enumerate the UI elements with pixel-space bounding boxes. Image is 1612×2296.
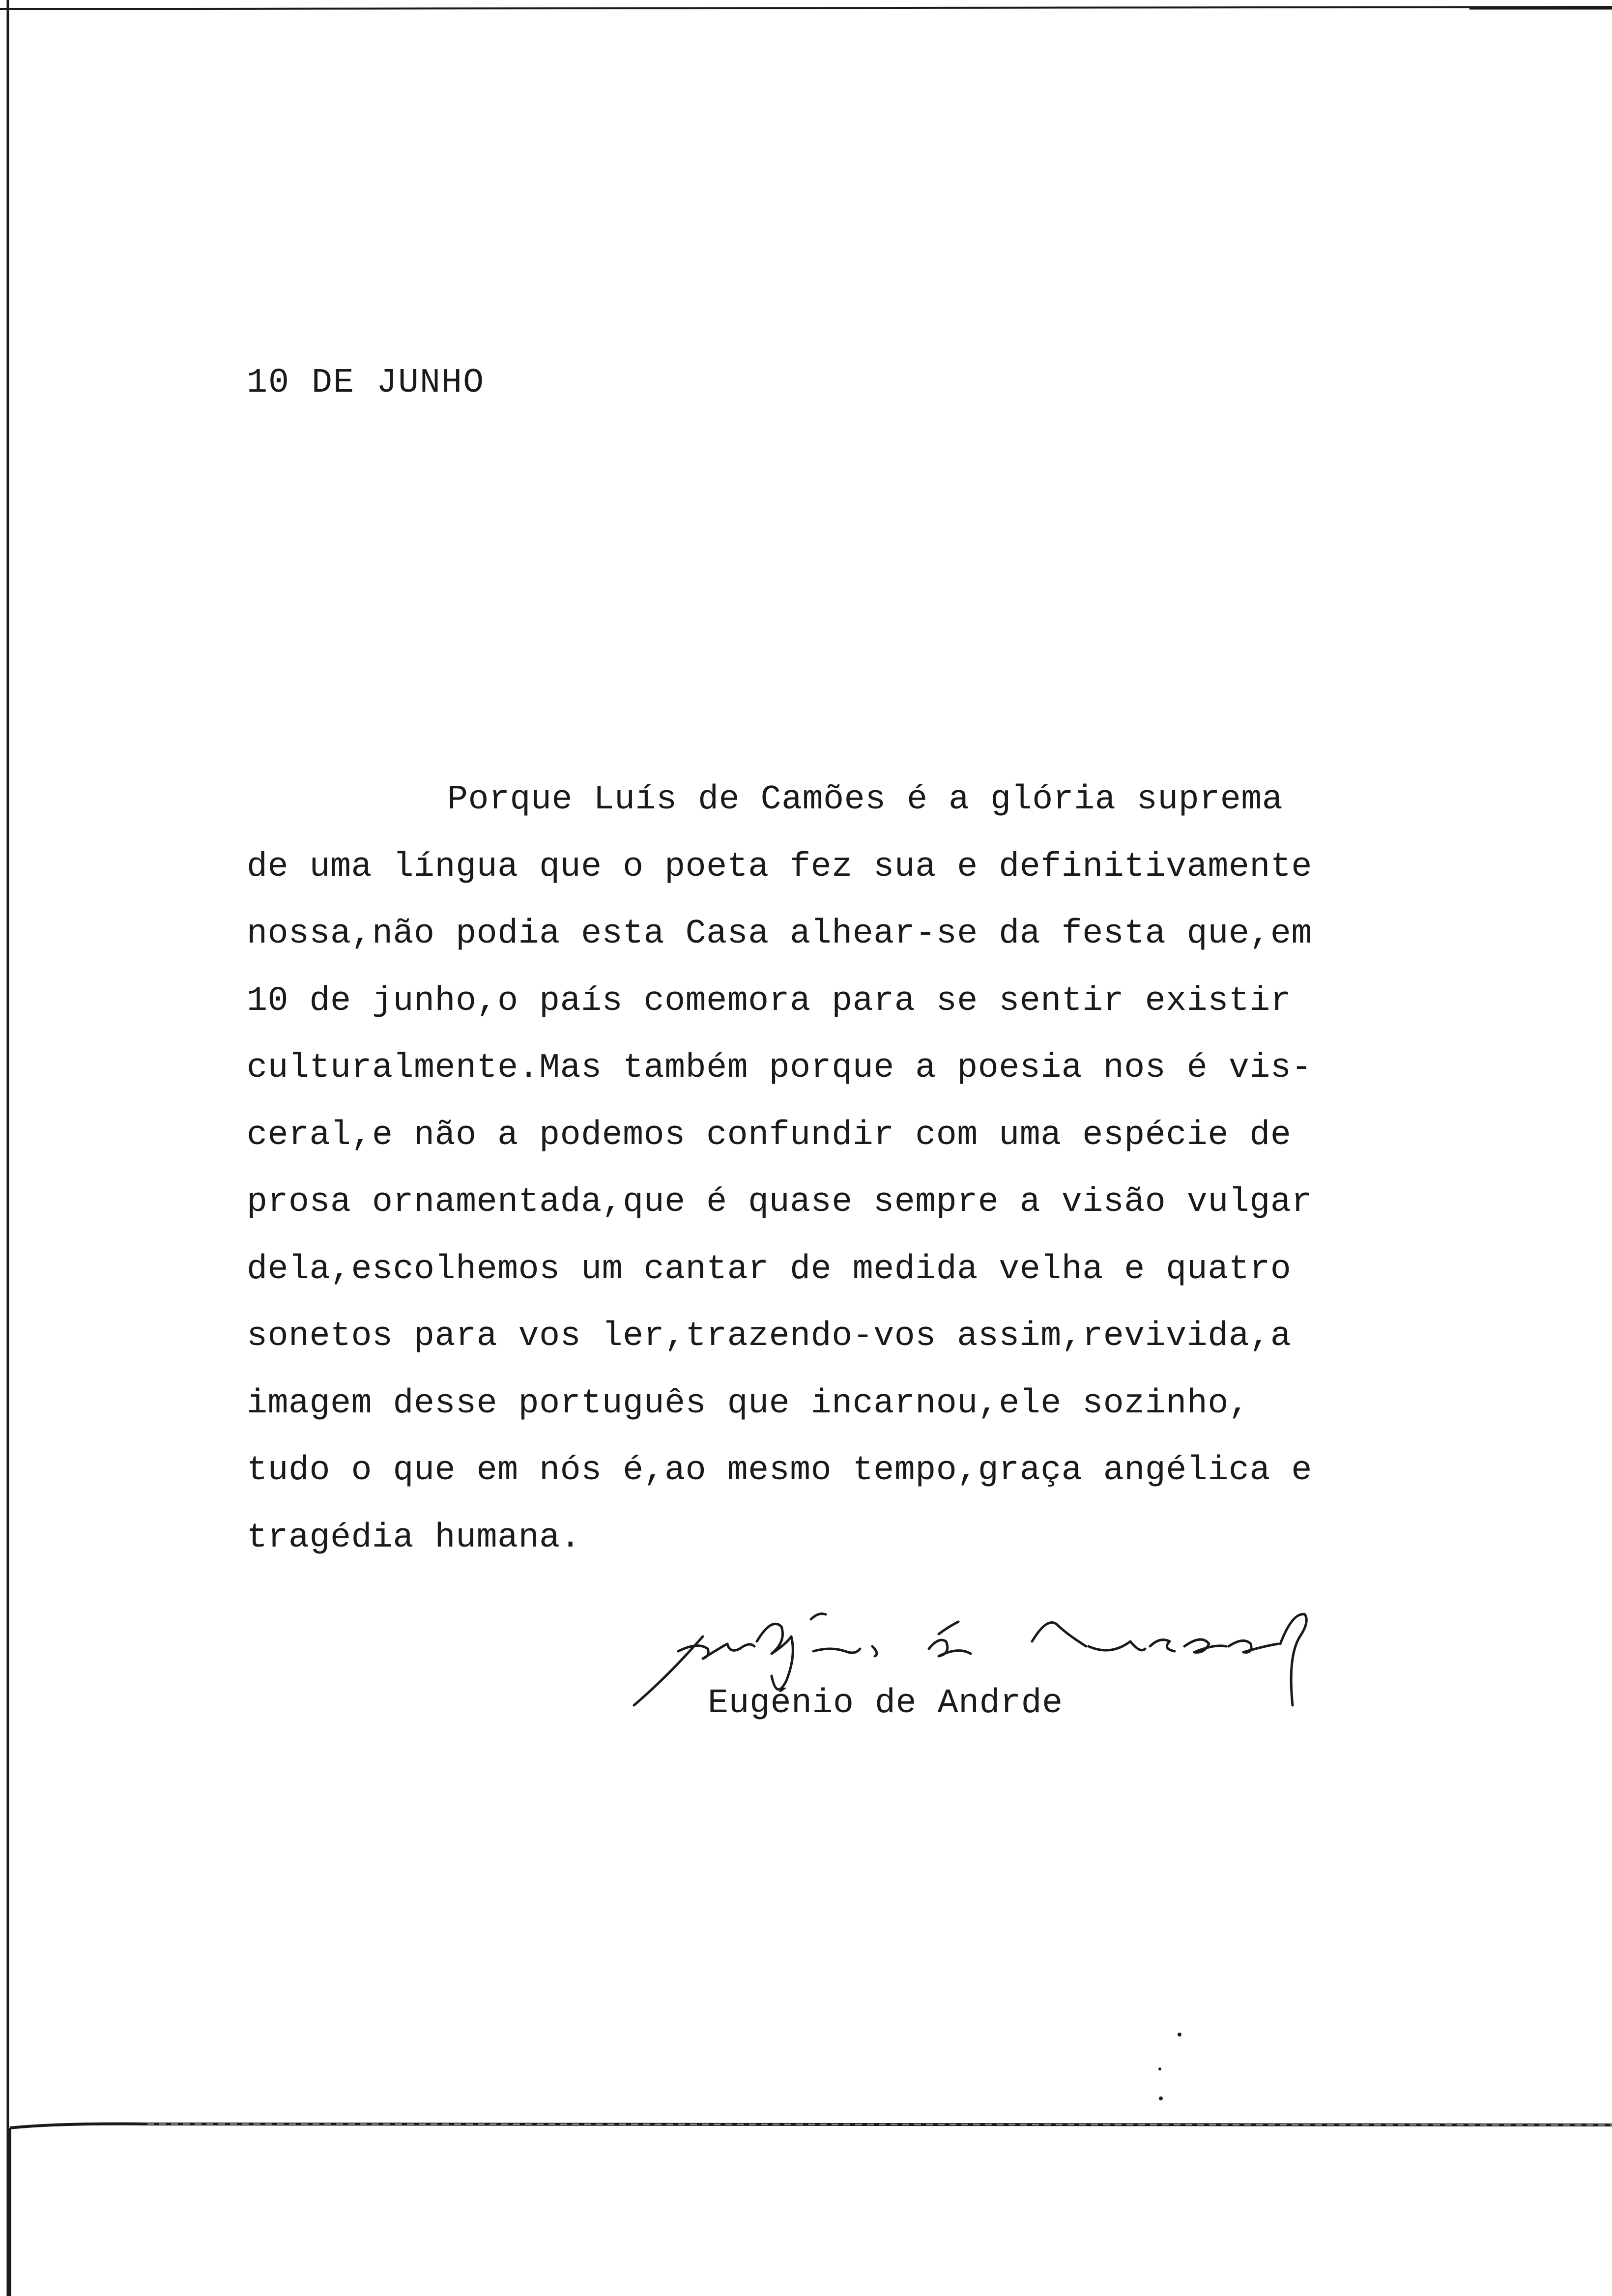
paragraph-line: 10 de junho,o país comemora para se sentir existir: [247, 981, 1292, 1021]
paragraph-line: de uma língua que o poeta fez sua e definitivamente: [247, 847, 1312, 887]
paragraph-line: culturalmente.Mas também porque a poesia nos é vis-: [247, 1049, 1312, 1088]
paragraph-line: dela,escolhemos um cantar de medida velha e quatro: [247, 1250, 1292, 1289]
page-left-edge: [0, 0, 20, 2296]
paragraph-line: ceral,e não a podemos confundir com uma espécie de: [247, 1116, 1292, 1155]
page-top-edge: [0, 0, 1612, 20]
date-heading: 10 DE JUNHO: [247, 364, 485, 402]
speech-paragraph: [247, 767, 1318, 1572]
paragraph-line: tudo o que em nós é,ao mesmo tempo,graça angélica e: [247, 1451, 1312, 1490]
handwritten-signature: [624, 1607, 1352, 1754]
paragraph-line: tragédia humana.: [247, 1518, 581, 1557]
paragraph-line: sonetos para vos ler,trazendo-vos assim,revivida,a: [247, 1317, 1292, 1356]
scan-specks: [1130, 2015, 1229, 2113]
paragraph-line: Porque Luís de Camões é a glória suprema: [447, 780, 1283, 819]
page-bottom-edge: [0, 2118, 1612, 2296]
paragraph-line: nossa,não podia esta Casa alhear-se da festa que,em: [247, 915, 1312, 953]
paragraph-line: imagem desse português que incarnou,ele sozinho,: [247, 1384, 1250, 1423]
paragraph-line: prosa ornamentada,que é quase sempre a visão vulgar: [247, 1183, 1312, 1222]
signature-typed-name: Eugénio de Andrde: [708, 1684, 1063, 1723]
